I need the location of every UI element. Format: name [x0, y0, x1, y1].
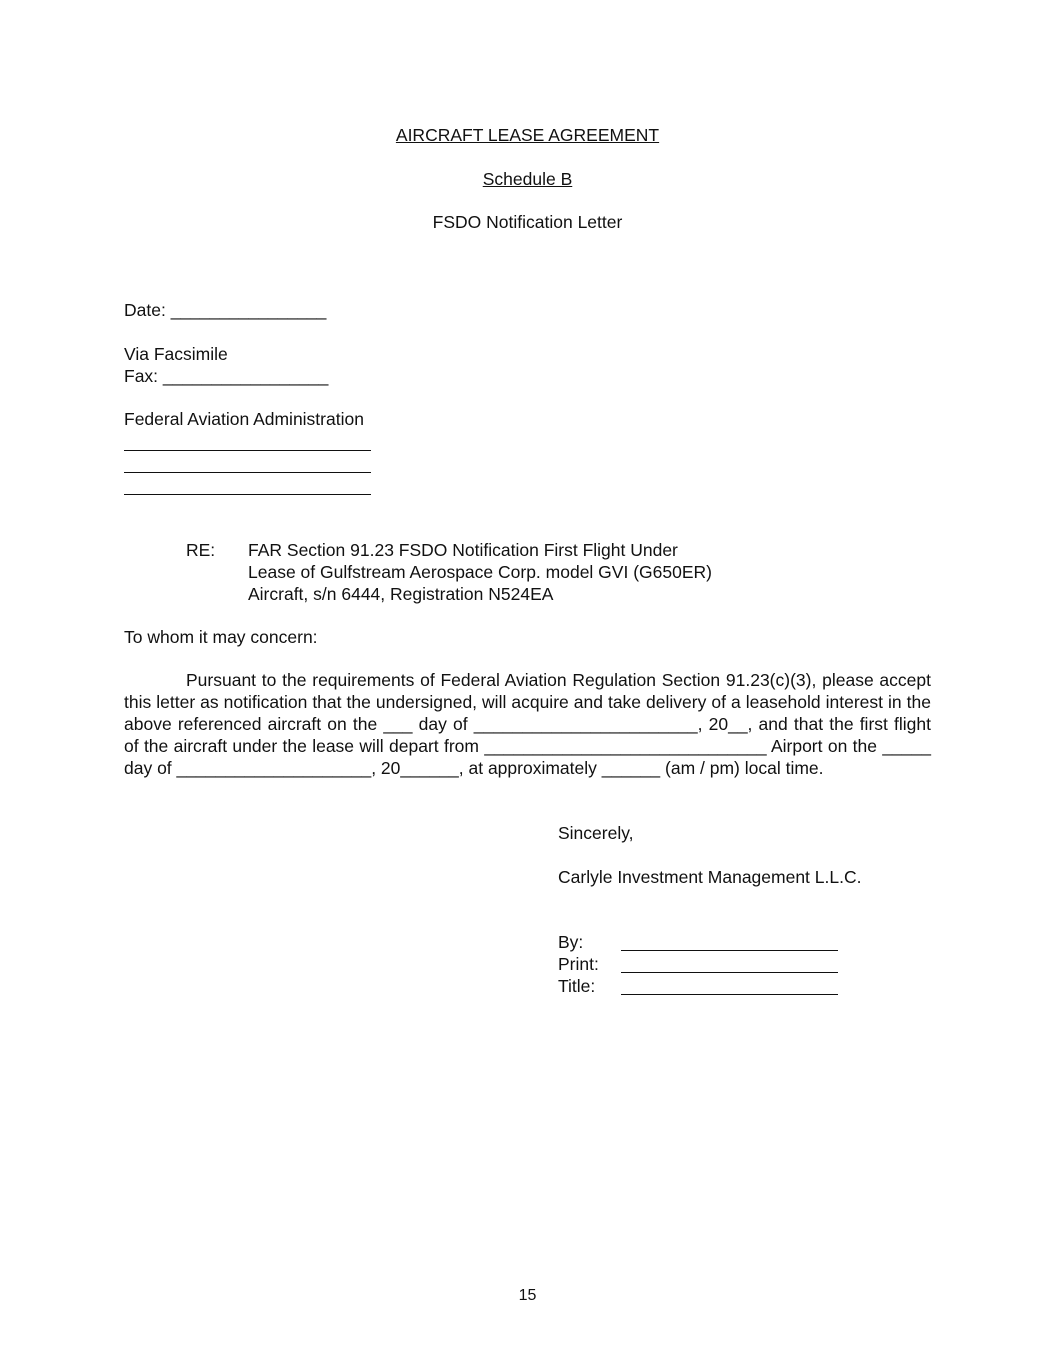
- signature-print-label: Print:: [558, 954, 599, 974]
- address-blank-line: [124, 472, 371, 473]
- re-label: RE:: [186, 540, 216, 560]
- schedule-heading: [0, 168, 1055, 190]
- letter-subtitle: [0, 211, 1055, 233]
- re-line: Aircraft, s/n 6444, Registration N524EA: [248, 584, 554, 604]
- page-number: 15: [518, 1287, 537, 1304]
- body-paragraph-text: Pursuant to the requirements of Federal Aviation Regulation Section 91.23(c)(3), please accept this letter as notification that the undersigned, will acquire and take delivery of a leasehold interest in the above referenced aircraft on the ___ day of _______________________, 20__, and that the first flight of the aircraft under the lease will depart from _____________________________ Airport on the _____ day of ____________________, 20______, at approximately ______ (am / pm) local time.: [124, 670, 931, 778]
- address-blank-line: [124, 494, 371, 495]
- addressee-name: Federal Aviation Administration: [124, 409, 364, 429]
- re-line: Lease of Gulfstream Aerospace Corp. model GVI (G650ER): [248, 562, 712, 582]
- date-field: Date: ________________: [124, 300, 327, 320]
- address-blank-line: [124, 450, 371, 451]
- company-name: Carlyle Investment Management L.L.C.: [558, 867, 862, 887]
- delivery-method: Via Facsimile: [124, 344, 228, 364]
- salutation: To whom it may concern:: [124, 627, 318, 647]
- closing-sincerely: Sincerely,: [558, 823, 634, 843]
- signature-title-label: Title:: [558, 976, 596, 996]
- signature-print-line: [621, 972, 838, 973]
- signature-by-label: By:: [558, 932, 584, 952]
- document-title-text: AIRCRAFT LEASE AGREEMENT: [395, 125, 660, 145]
- schedule-heading-text: Schedule B: [482, 169, 573, 189]
- letter-subtitle-text: FSDO Notification Letter: [432, 212, 623, 232]
- body-paragraph: [124, 669, 931, 779]
- signature-title-line: [621, 994, 838, 995]
- signature-by-line: [621, 950, 838, 951]
- re-line: FAR Section 91.23 FSDO Notification First Flight Under: [248, 540, 678, 560]
- fax-field: Fax: _________________: [124, 366, 329, 386]
- document-title: [0, 124, 1055, 146]
